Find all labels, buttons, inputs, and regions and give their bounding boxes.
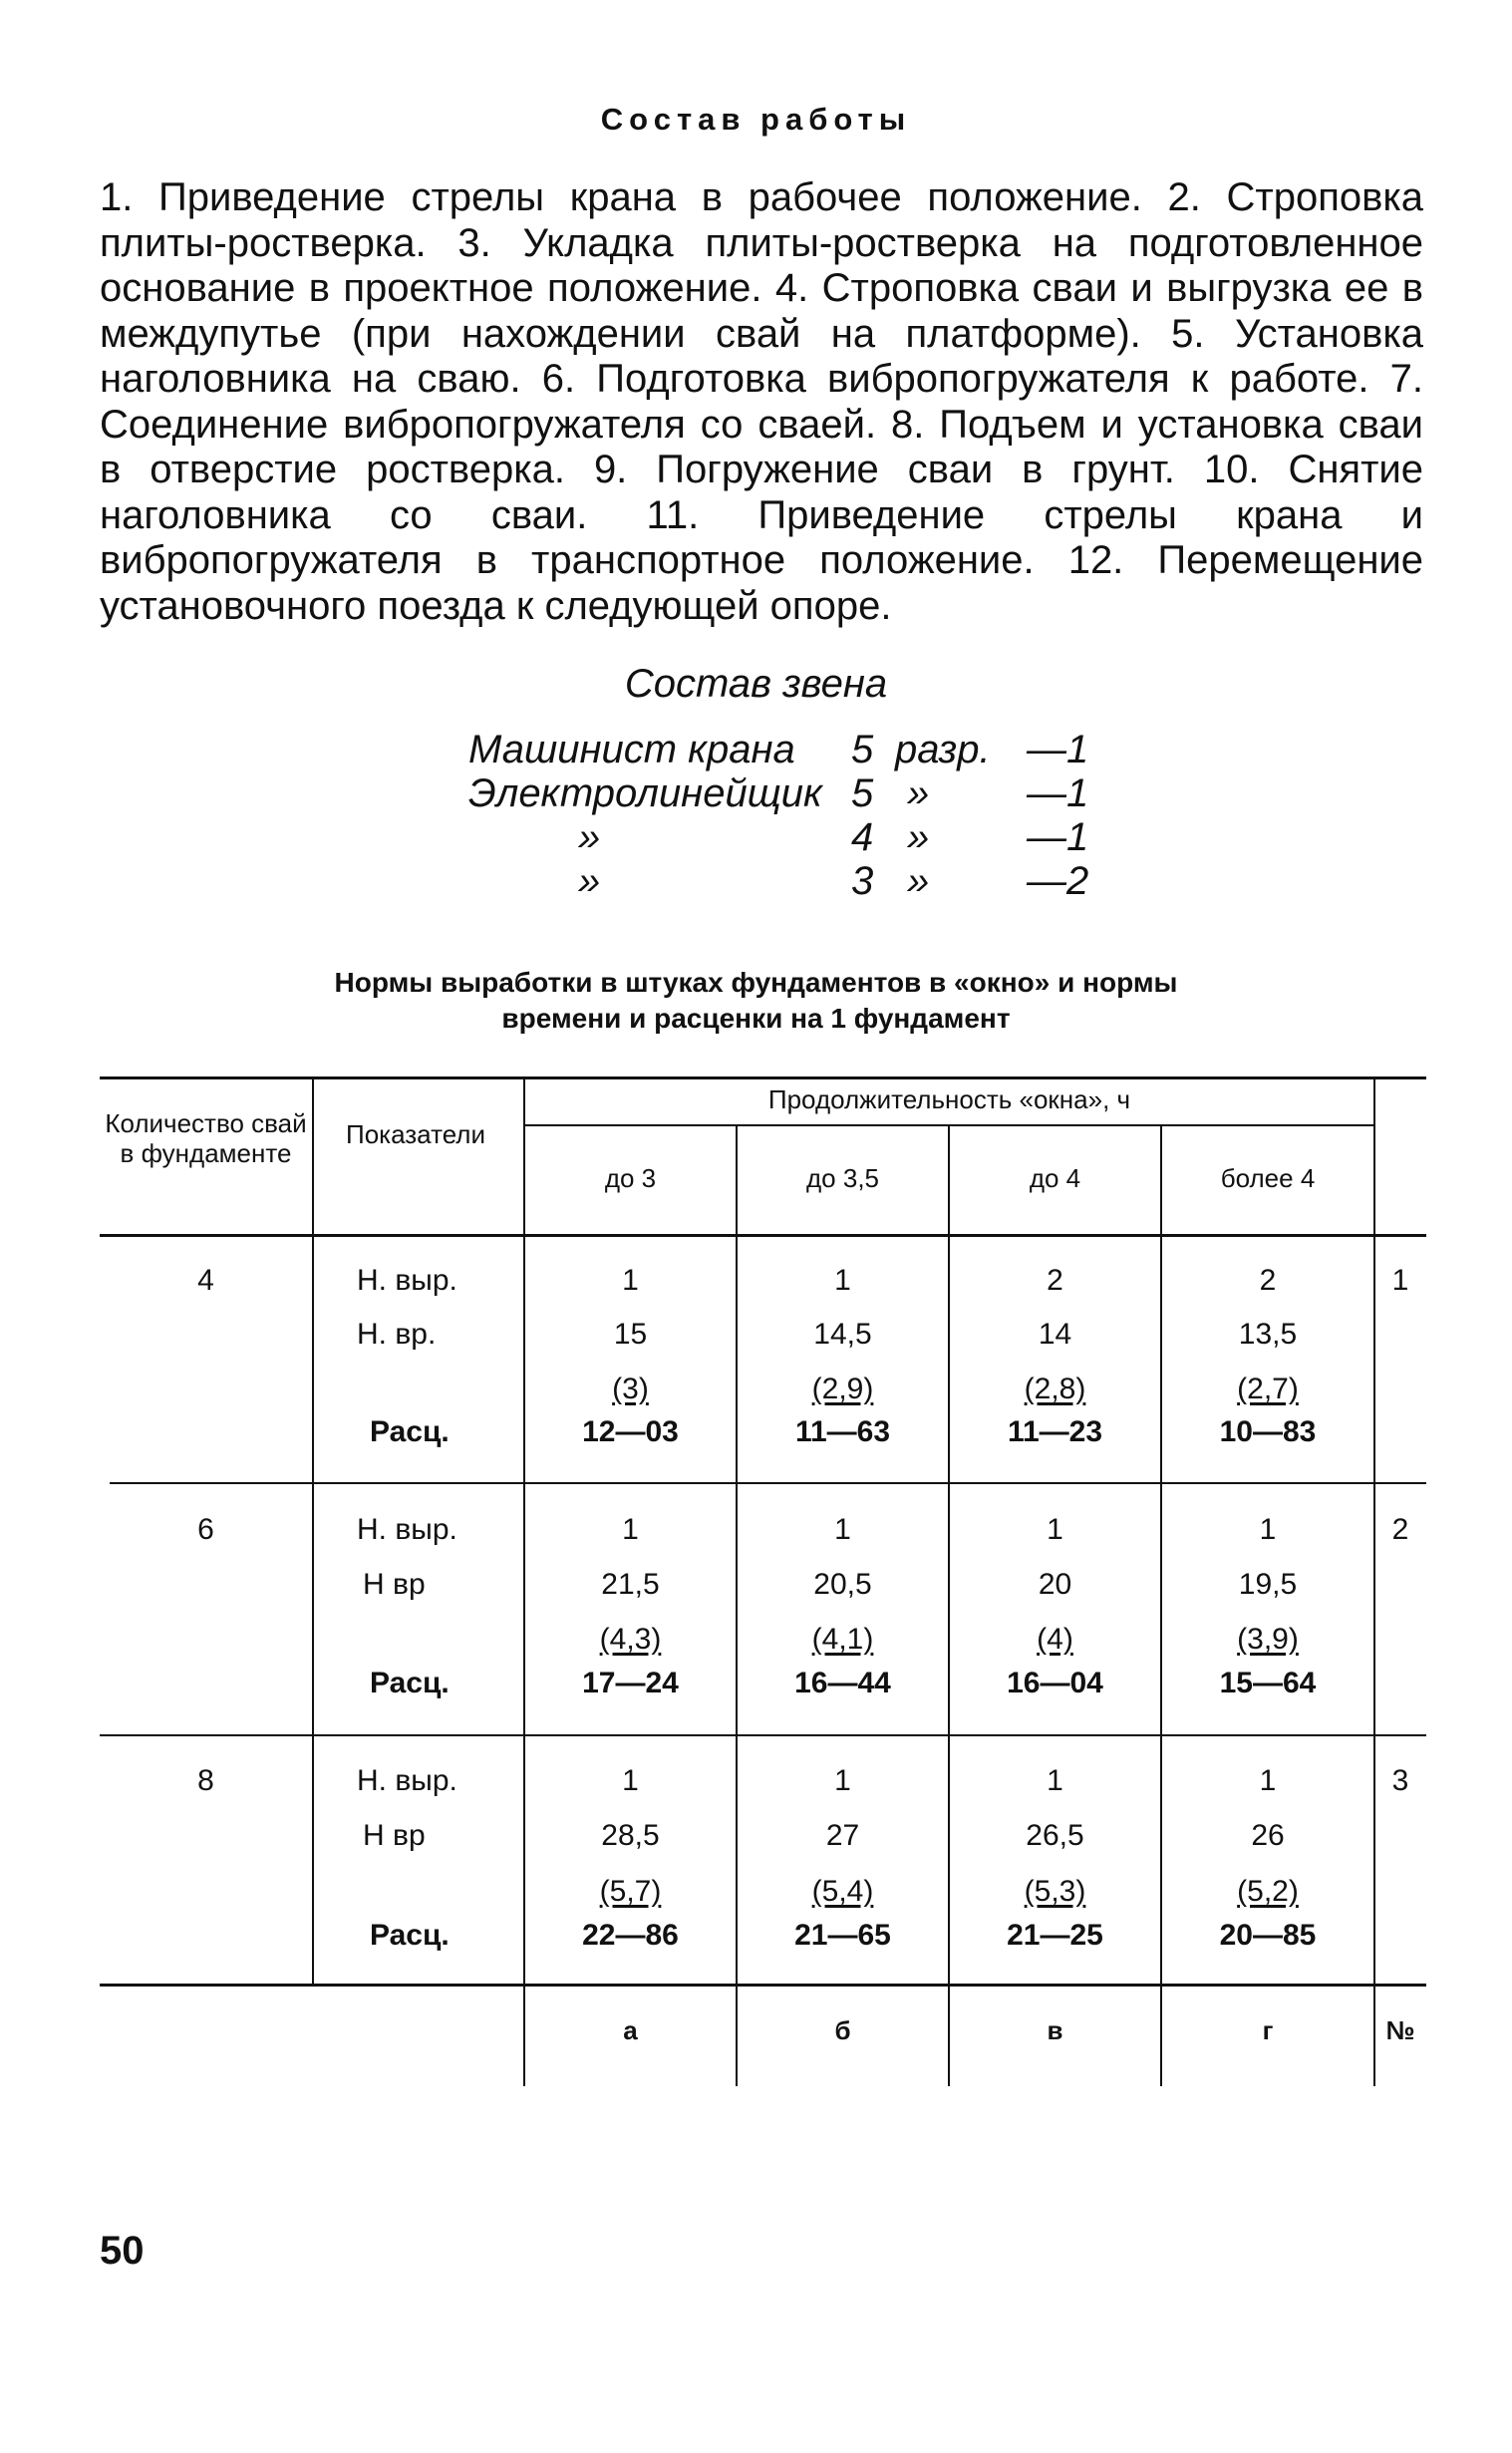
- crew-count: —1: [1027, 815, 1089, 859]
- column-divider: [312, 1076, 314, 1986]
- norms-title-line: Нормы выработки в штуках фундаментов в «окно» и нормы: [334, 967, 1178, 998]
- rate-value: 21—65: [794, 1919, 891, 1952]
- duration-header: до 3,5: [806, 1163, 879, 1193]
- output-norm-value: 1: [1047, 1513, 1063, 1546]
- group-separator-rule: [110, 1482, 1426, 1484]
- norms-title-line: времени и расценки на 1 фундамент: [501, 1003, 1011, 1034]
- rate-value: 10—83: [1219, 1415, 1317, 1448]
- rate-value: 15—64: [1219, 1667, 1317, 1699]
- time-norm-parenthetical: (5,7): [599, 1875, 662, 1908]
- rate-value: 17—24: [582, 1667, 679, 1699]
- time-norm-parenthetical: (2,7): [1237, 1373, 1299, 1405]
- row-number: 1: [1391, 1264, 1409, 1297]
- time-norm-parenthetical: (4,1): [811, 1623, 874, 1656]
- output-norm-value: 1: [622, 1764, 639, 1797]
- indicator-label: Расц.: [370, 1415, 450, 1448]
- time-norm-parenthetical: (5,2): [1237, 1875, 1299, 1908]
- indicator-label: Н. вр.: [357, 1318, 437, 1351]
- header-bottom-rule: [100, 1234, 1426, 1237]
- rate-value: 16—44: [794, 1667, 891, 1699]
- table-top-rule: [100, 1076, 1426, 1079]
- indicator-label: Расц.: [370, 1919, 450, 1952]
- time-norm-parenthetical: (2,9): [811, 1373, 874, 1405]
- crew-role: »: [578, 815, 601, 859]
- indicator-label: Н вр: [363, 1568, 426, 1601]
- work-composition-heading: Состав работы: [600, 102, 912, 137]
- output-norm-value: 2: [1259, 1264, 1277, 1297]
- output-norm-value: 1: [622, 1264, 639, 1297]
- time-norm-value: 14: [1038, 1318, 1072, 1351]
- duration-header: до 4: [1029, 1163, 1081, 1193]
- column-letter: г: [1262, 2015, 1274, 2045]
- time-norm-parenthetical: (3): [612, 1373, 649, 1405]
- rate-value: 22—86: [582, 1919, 679, 1952]
- output-norm-value: 1: [834, 1513, 851, 1546]
- crew-unit: разр.: [895, 728, 991, 771]
- rate-value: 12—03: [582, 1415, 679, 1448]
- time-norm-value: 20: [1038, 1568, 1072, 1601]
- duration-header: до 3: [604, 1163, 657, 1193]
- crew-grade: 5: [851, 771, 874, 815]
- row-number: 3: [1391, 1764, 1409, 1797]
- window-duration-header: Продолжительность «окна», ч: [767, 1084, 1131, 1114]
- crew-grade: 3: [851, 859, 874, 903]
- page-number: 50: [100, 2229, 145, 2273]
- time-norm-parenthetical: (4,3): [599, 1623, 662, 1656]
- crew-count: —1: [1027, 771, 1089, 815]
- time-norm-value: 21,5: [601, 1568, 660, 1601]
- time-norm-value: 15: [613, 1318, 648, 1351]
- time-norm-parenthetical: (5,3): [1024, 1875, 1086, 1908]
- column-divider: [1373, 1076, 1375, 2086]
- number-sign: №: [1385, 2015, 1415, 2045]
- crew-role: Электролинейщик: [468, 771, 822, 815]
- indicators-header: Показатели: [346, 1119, 485, 1149]
- crew-unit: »: [907, 815, 930, 859]
- output-norm-value: 1: [1047, 1764, 1063, 1797]
- rate-value: 20—85: [1219, 1919, 1317, 1952]
- rate-value: 11—23: [1007, 1415, 1103, 1448]
- indicator-label: Н вр: [363, 1819, 426, 1852]
- crew-unit: »: [907, 859, 930, 903]
- row-number: 2: [1391, 1513, 1409, 1546]
- window-header-rule: [525, 1124, 1375, 1126]
- piles-count-header: Количество свай в фундаменте: [105, 1108, 307, 1168]
- crew-count: —1: [1027, 728, 1089, 771]
- time-norm-value: 19,5: [1238, 1568, 1298, 1601]
- norms-title: [0, 965, 1512, 1037]
- time-norm-value: 26,5: [1026, 1819, 1084, 1852]
- work-composition-text: 1. Приведение стрелы крана в рабочее положение. 2. Строповка плиты-ростверка. 3. Укладка плиты-ростверка на подготовленное основание в проектное положение. 4. Строповка сваи и выгрузка ее в междупутье (при нахождении свай на платформе). 5. Установка наголовника на сваю. 6. Подготовка вибропогружателя к работе. 7. Соединение вибропогружателя со сваей. 8. Подъем и установка сваи в отверстие ростверка. 9. Погружение сваи в грунт. 10. Снятие наголовника со сваи. 11. Приведение стрелы крана и вибропогружателя в транспортное положение. 12. Перемещение установочного поезда к следующей опоре.: [100, 175, 1423, 628]
- time-norm-parenthetical: (5,4): [811, 1875, 874, 1908]
- time-norm-value: 20,5: [813, 1568, 872, 1601]
- time-norm-value: 27: [825, 1819, 860, 1852]
- crew-grade: 4: [851, 815, 874, 859]
- rate-value: 11—63: [794, 1415, 891, 1448]
- time-norm-parenthetical: (4): [1037, 1623, 1073, 1656]
- output-norm-value: 1: [834, 1764, 851, 1797]
- indicator-label: Н. выр.: [357, 1513, 457, 1546]
- time-norm-value: 14,5: [813, 1318, 872, 1351]
- group-separator-rule: [100, 1734, 1426, 1736]
- piles-count-cell: 6: [197, 1513, 214, 1546]
- time-norm-value: 28,5: [601, 1819, 660, 1852]
- column-letter: а: [623, 2015, 638, 2045]
- crew-grade: 5: [851, 728, 874, 771]
- time-norm-value: 13,5: [1238, 1318, 1298, 1351]
- crew-count: —2: [1027, 859, 1089, 903]
- output-norm-value: 1: [834, 1264, 851, 1297]
- piles-count-cell: 8: [197, 1764, 214, 1797]
- table-bottom-rule: [100, 1984, 1426, 1987]
- indicator-label: Н. выр.: [357, 1764, 457, 1797]
- rate-value: 21—25: [1007, 1919, 1103, 1952]
- indicator-label: Расц.: [370, 1667, 450, 1699]
- crew-composition-heading: Состав звена: [624, 662, 888, 706]
- crew-unit: »: [907, 771, 930, 815]
- output-norm-value: 1: [1259, 1513, 1277, 1546]
- rate-value: 16—04: [1007, 1667, 1103, 1699]
- time-norm-parenthetical: (3,9): [1237, 1623, 1299, 1656]
- time-norm-parenthetical: (2,8): [1024, 1373, 1086, 1405]
- indicator-label: Н. выр.: [357, 1264, 457, 1297]
- output-norm-value: 2: [1047, 1264, 1063, 1297]
- piles-count-cell: 4: [197, 1264, 214, 1297]
- crew-role: »: [578, 859, 601, 903]
- column-letter: б: [834, 2015, 851, 2045]
- output-norm-value: 1: [1259, 1764, 1277, 1797]
- output-norm-value: 1: [622, 1513, 639, 1546]
- crew-role: Машинист крана: [468, 728, 795, 771]
- column-letter: в: [1047, 2015, 1063, 2045]
- time-norm-value: 26: [1251, 1819, 1285, 1852]
- duration-header: более 4: [1220, 1163, 1316, 1193]
